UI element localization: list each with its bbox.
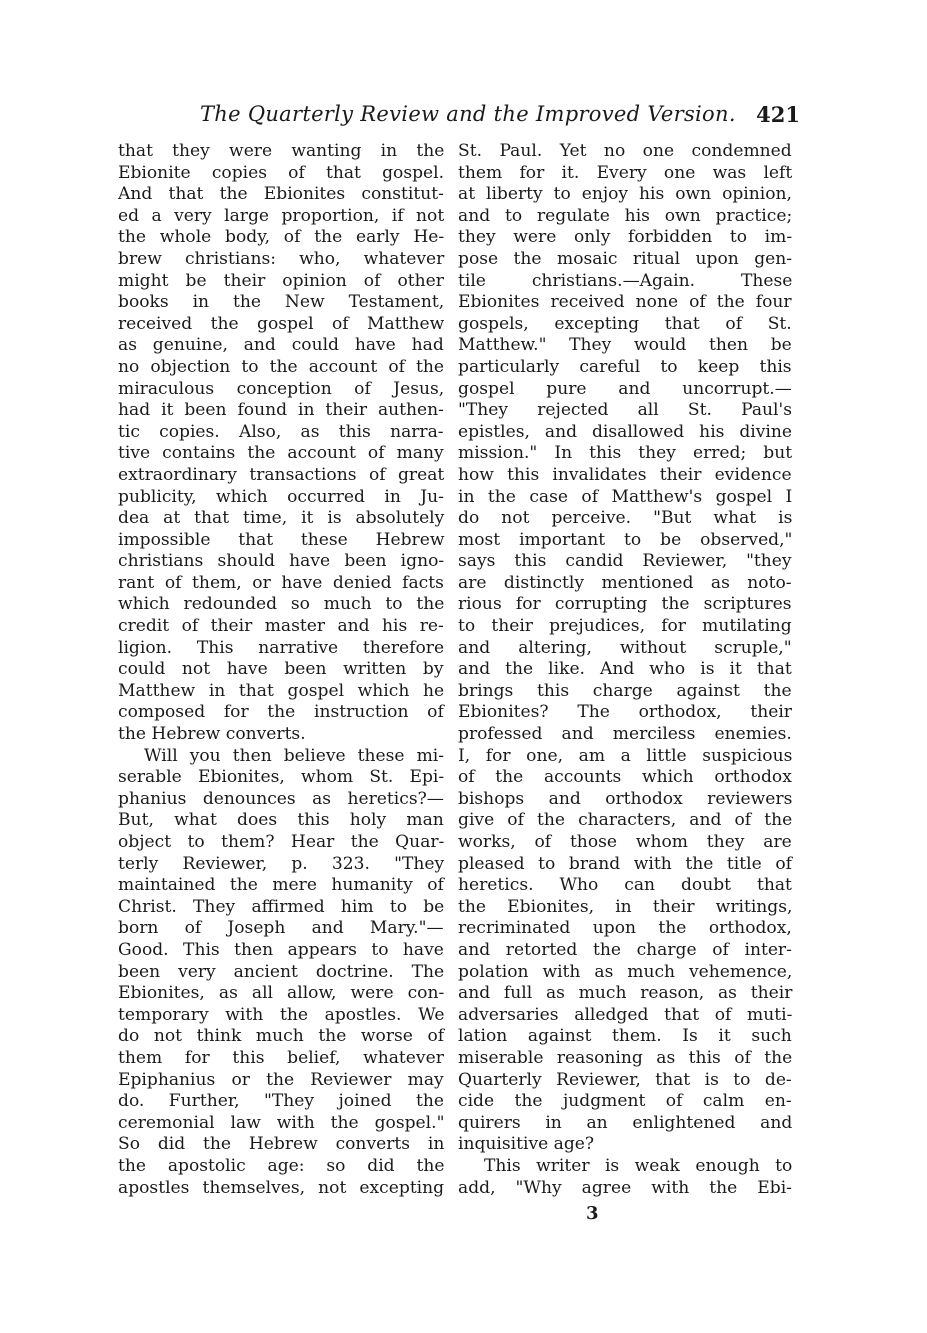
text-line: credit of their master and his re-: [118, 616, 444, 637]
text-line: tive contains the account of many: [118, 443, 444, 464]
text-line: object to them? Hear the Quar-: [118, 832, 445, 852]
page-header: [190, 102, 800, 132]
text-line: tic copies. Also, as this narra-: [118, 421, 444, 442]
text-line: says this candid Reviewer, "they: [458, 551, 792, 572]
text-line: cide the judgment of calm en-: [458, 1091, 792, 1112]
text-line: publicity, which occurred in Ju-: [118, 486, 444, 507]
text-line: works, of those whom they are: [458, 832, 792, 852]
text-line: could not have been written by: [118, 659, 444, 680]
text-line: do not perceive. "But what is: [458, 508, 793, 529]
text-line: add, "Why agree with the Ebi-: [458, 1177, 792, 1198]
text-line: Will you then believe these mi-: [144, 745, 445, 766]
text-line: Matthew." They would then be: [458, 335, 792, 356]
left-column: [118, 141, 444, 1199]
text-line: recriminated upon the orthodox,: [458, 918, 792, 939]
signature-mark: 3: [586, 1203, 599, 1224]
text-line: And that the Ebionites constitut-: [118, 184, 444, 205]
text-line: brew christians: who, whatever: [118, 248, 445, 269]
text-line: received the gospel of Matthew: [118, 313, 445, 334]
text-line: ed a very large proportion, if not: [118, 205, 445, 226]
text-line: gospels, excepting that of St.: [458, 313, 792, 334]
text-line: of the accounts which orthodox: [458, 767, 792, 788]
text-line: This writer is weak enough to: [484, 1155, 793, 1176]
text-line: give of the characters, and of the: [458, 810, 793, 831]
text-line: no objection to the account of the: [118, 356, 445, 377]
text-line: bishops and orthodox reviewers: [458, 788, 793, 809]
text-line: Ebionite copies of that gospel.: [118, 162, 445, 183]
text-line: miserable reasoning as this of the: [458, 1047, 793, 1068]
text-line: in the case of Matthew's gospel I: [458, 486, 793, 507]
text-line: and the like. And who is it that: [458, 659, 792, 680]
text-line: polation with as much vehemence,: [458, 961, 793, 982]
page-number: 421: [756, 102, 800, 127]
running-title: The Quarterly Review and the Improved Version.: [200, 102, 736, 126]
text-line: composed for the instruction of: [118, 702, 444, 723]
text-line: But, what does this holy man: [118, 810, 444, 831]
right-column: [458, 141, 792, 1199]
text-line: Ebionites, as all allow, were con-: [118, 983, 445, 1004]
text-line: Good. This then appears to have: [118, 939, 444, 960]
text-line: So did the Hebrew converts in: [118, 1134, 445, 1155]
text-line: most important to be observed,": [458, 529, 793, 550]
text-line: "They rejected all St. Paul's: [458, 400, 792, 421]
text-line: inquisitive age?: [458, 1134, 595, 1155]
text-line: which redounded so much to the: [118, 594, 445, 615]
text-line: had it been found in their authen-: [118, 400, 444, 421]
text-line: the Ebionites, in their writings,: [458, 896, 793, 917]
text-line: the whole body, of the early He-: [118, 227, 445, 248]
text-line: dea at that time, it is absolutely: [118, 508, 445, 529]
text-line: and to regulate his own practice;: [458, 205, 793, 226]
text-line: epistles, and disallowed his divine: [458, 421, 793, 442]
text-line: them for this belief, whatever: [118, 1047, 444, 1068]
text-line: Ebionites? The orthodox, their: [458, 702, 792, 723]
text-line: quirers in an enlightened and: [458, 1112, 793, 1133]
text-line: ceremonial law with the gospel.": [118, 1112, 445, 1133]
text-line: heretics. Who can doubt that: [458, 875, 792, 896]
text-line: gospel pure and uncorrupt.—: [458, 378, 792, 399]
text-line: pleased to brand with the title of: [458, 853, 792, 874]
text-line: miraculous conception of Jesus,: [118, 378, 445, 399]
text-line: do. Further, "They joined the: [118, 1091, 445, 1112]
text-line: are distinctly mentioned as noto-: [458, 572, 792, 593]
text-line: adversaries alledged that of muti-: [458, 1004, 793, 1025]
text-line: ligion. This narrative therefore: [118, 637, 445, 658]
text-line: rant of them, or have denied facts: [118, 572, 444, 593]
text-line: extraordinary transactions of great: [118, 464, 445, 485]
text-line: do not think much the worse of: [118, 1026, 445, 1047]
text-line: Christ. They affirmed him to be: [118, 896, 445, 917]
text-line: professed and merciless enemies.: [458, 724, 792, 745]
text-line: at liberty to enjoy his own opinion,: [458, 184, 792, 205]
text-line: Ebionites received none of the four: [458, 292, 792, 313]
text-line: I, for one, am a little suspicious: [458, 745, 793, 766]
text-line: tile christians.—Again. These: [458, 270, 793, 291]
text-line: books in the New Testament,: [118, 292, 445, 313]
text-line: terly Reviewer, p. 323. "They: [118, 853, 445, 874]
text-line: brings this charge against the: [458, 680, 792, 701]
text-line: rious for corrupting the scriptures: [458, 594, 792, 615]
text-line: they were only forbidden to im-: [458, 227, 793, 248]
text-line: the Hebrew converts.: [118, 724, 306, 745]
text-line: and retorted the charge of inter-: [458, 939, 792, 960]
text-line: particularly careful to keep this: [458, 356, 792, 377]
text-line: temporary with the apostles. We: [118, 1004, 445, 1025]
text-line: christians should have been igno-: [118, 551, 445, 572]
text-line: impossible that these Hebrew: [118, 529, 445, 550]
text-line: and altering, without scruple,": [458, 637, 792, 658]
text-line: Quarterly Reviewer, that is to de-: [458, 1069, 792, 1090]
text-line: been very ancient doctrine. The: [118, 961, 445, 982]
text-line: how this invalidates their evidence: [458, 464, 792, 485]
text-line: as genuine, and could have had: [118, 335, 444, 356]
text-line: mission." In this they erred; but: [458, 443, 793, 464]
text-line: Matthew in that gospel which he: [118, 680, 445, 701]
text-line: might be their opinion of other: [118, 270, 444, 291]
text-line: maintained the mere humanity of: [118, 875, 444, 896]
text-line: serable Ebionites, whom St. Epi-: [118, 767, 445, 788]
text-line: lation against them. Is it such: [458, 1026, 792, 1047]
text-line: St. Paul. Yet no one condemned: [458, 141, 792, 161]
text-line: apostles themselves, not excepting: [118, 1177, 445, 1198]
text-line: Epiphanius or the Reviewer may: [118, 1069, 444, 1090]
text-line: the apostolic age: so did the: [118, 1155, 445, 1176]
text-line: to their prejudices, for mutilating: [458, 616, 792, 637]
text-line: born of Joseph and Mary."—: [118, 918, 444, 939]
text-line: and full as much reason, as their: [458, 983, 793, 1004]
text-line: pose the mosaic ritual upon gen-: [458, 248, 793, 269]
text-line: phanius denounces as heretics?—: [118, 788, 444, 809]
text-line: them for it. Every one was left: [458, 162, 793, 183]
text-line: that they were wanting in the: [118, 141, 445, 161]
